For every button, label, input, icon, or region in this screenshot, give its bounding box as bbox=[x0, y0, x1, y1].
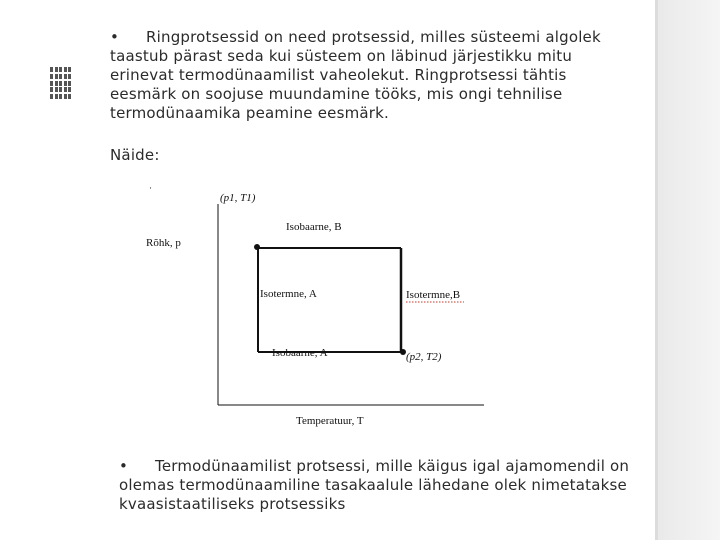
paragraph-ringprocess bbox=[110, 28, 645, 123]
pt-diagram bbox=[138, 180, 500, 438]
paragraph-line-3: erinevat termodünaamilist vaheolekut. Ringprotsessi tähtis bbox=[110, 66, 567, 84]
point-top-label: (p1, T1) bbox=[220, 192, 256, 204]
paragraph-line-5: termodünaamika peamine eesmärk. bbox=[110, 104, 390, 122]
paragraph-line-2: taastub pärast seda kui süsteem on läbinud järjestikku mitu bbox=[110, 47, 573, 65]
paragraph-line-2: olemas termodünaamiline tasakaalule lähedane olek nimetatakse bbox=[119, 476, 627, 494]
isothermal-a-label: Isotermne, A bbox=[260, 288, 317, 300]
paragraph-quasistatic bbox=[119, 457, 659, 514]
left-margin-panel bbox=[0, 0, 100, 540]
example-label: Näide: bbox=[110, 146, 160, 164]
bullet: • bbox=[110, 28, 120, 46]
paragraph-line-1 bbox=[110, 28, 645, 47]
bullet: • bbox=[119, 457, 129, 475]
decorative-grid-icon bbox=[50, 67, 71, 100]
x-axis-label: Temperatuur, T bbox=[296, 415, 364, 427]
y-axis-label: Rõhk, p bbox=[146, 237, 181, 249]
diagram-dot-mark: · bbox=[149, 183, 152, 193]
paragraph-line-3: kvaasistaatiliseks protsessiks bbox=[119, 495, 346, 513]
paragraph-line-4: eesmärk on soojuse muundamine tööks, mis ongi tehnilise bbox=[110, 85, 563, 103]
right-margin-panel bbox=[655, 0, 720, 540]
point-top-dot bbox=[254, 244, 260, 250]
isobaric-b-label: Isobaarne, B bbox=[286, 221, 342, 233]
point-bottom-label: (p2, T2) bbox=[406, 351, 442, 363]
line-text: Termodünaamilist protsessi, mille käigus igal ajamomendil on bbox=[155, 457, 630, 475]
line-text: Ringprotsessid on need protsessid, milles süsteemi algolek bbox=[146, 28, 601, 46]
isothermal-b-label: Isotermne,B bbox=[406, 289, 461, 301]
paragraph-line-1 bbox=[119, 457, 659, 476]
isobaric-a-label: Isobaarne, A bbox=[272, 347, 328, 359]
pt-diagram-svg bbox=[138, 180, 500, 438]
